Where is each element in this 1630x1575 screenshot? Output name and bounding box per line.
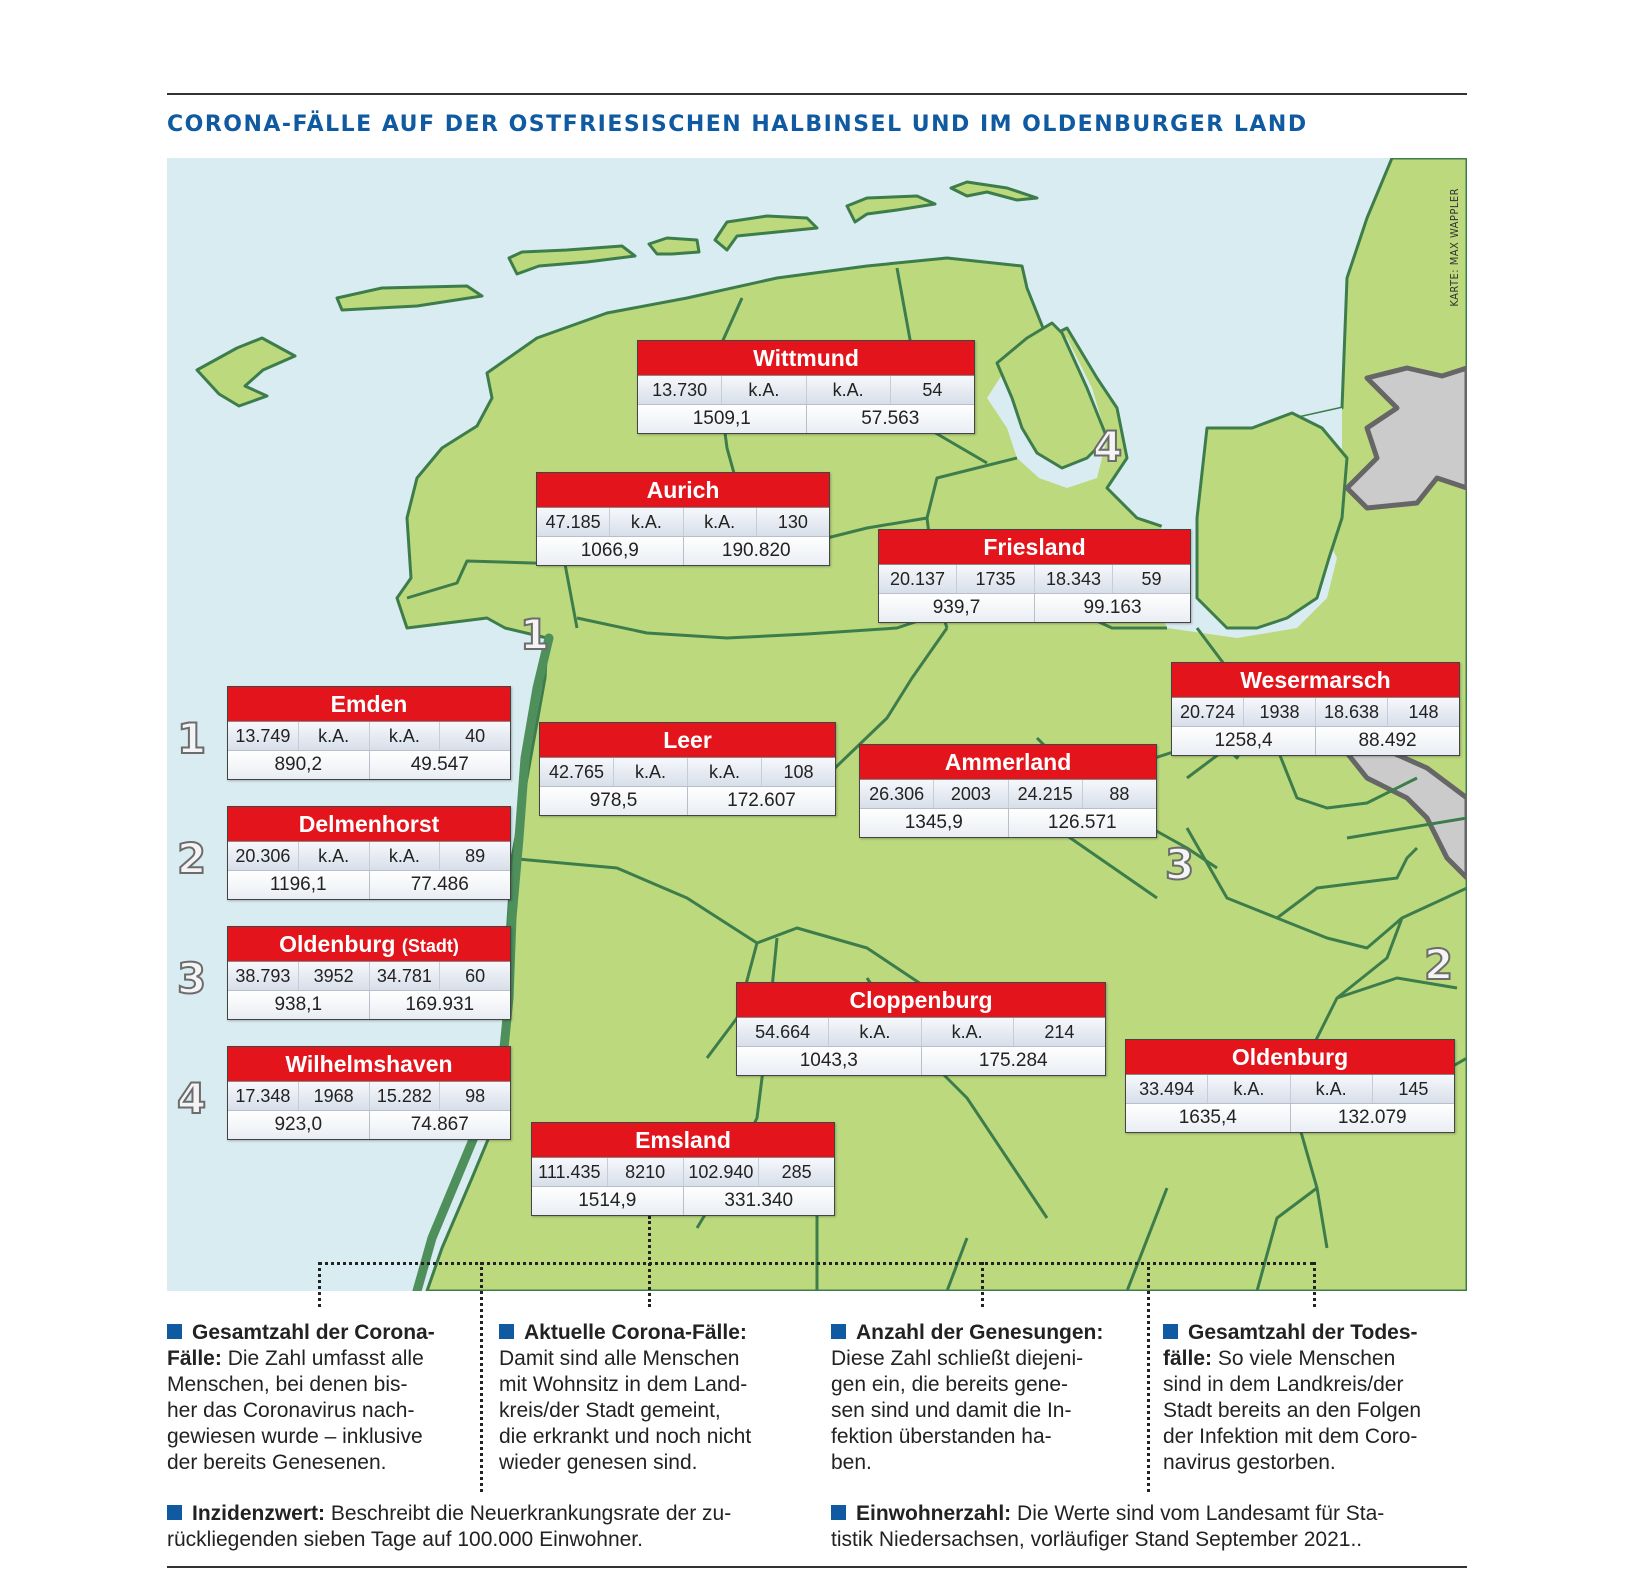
district-name: Aurich <box>537 473 829 507</box>
district-box-cloppenburg <box>736 982 1106 1076</box>
incidence: 938,1 <box>228 991 370 1019</box>
deaths: 88 <box>1109 784 1130 804</box>
page-title: CORONA-FÄLLE AUF DER OSTFRIESISCHEN HALBINSEL UND IM OLDENBURGER LAND <box>167 112 1308 137</box>
district-box-wesermarsch <box>1171 662 1460 756</box>
district-box-delmenhorst <box>227 806 511 900</box>
population: 169.931 <box>405 994 475 1015</box>
population: 88.492 <box>1358 730 1417 751</box>
bullet-square-icon <box>831 1324 846 1339</box>
connector-deaths <box>1313 1262 1316 1307</box>
city-number-3: 3 <box>177 954 207 1003</box>
island-spiekeroog <box>847 196 935 222</box>
district-name: Oldenburg (Stadt) <box>228 927 510 961</box>
map-marker-2: 2 <box>1424 940 1454 989</box>
deaths: 89 <box>465 846 486 866</box>
incidence: 1509,1 <box>638 405 807 433</box>
total-cases: 26.306 <box>860 780 934 808</box>
total-cases: 38.793 <box>228 962 299 990</box>
district-name: Cloppenburg <box>737 983 1105 1017</box>
recovered: 18.343 <box>1035 565 1113 593</box>
deaths: 148 <box>1408 702 1439 722</box>
recovered: k.A. <box>684 508 757 536</box>
deaths: 130 <box>777 512 808 532</box>
total-cases: 111.435 <box>532 1158 608 1186</box>
total-cases: 20.137 <box>879 565 957 593</box>
island-juist <box>337 286 482 310</box>
incidence: 978,5 <box>540 787 688 815</box>
deaths: 108 <box>783 762 814 782</box>
total-cases: 20.724 <box>1172 698 1244 726</box>
legend-recovered: Anzahl der Genesungen: Diese Zahl schließt diejeni- gen ein, die bereits gene- sen sind und damit die In- fektion überstanden ha- ben. <box>831 1321 1104 1474</box>
active-cases: 2003 <box>934 780 1008 808</box>
active-cases: k.A. <box>829 1018 921 1046</box>
district-box-wittmund <box>637 340 975 434</box>
deaths: 54 <box>922 380 943 400</box>
deaths: 285 <box>781 1162 812 1182</box>
population: 77.486 <box>410 874 469 895</box>
island-borkum <box>197 338 295 406</box>
deaths: 40 <box>465 726 486 746</box>
divider-col3 <box>1147 1262 1150 1492</box>
incidence: 1635,4 <box>1126 1104 1291 1132</box>
bullet-square-icon <box>499 1324 514 1339</box>
population: 49.547 <box>410 754 469 775</box>
active-cases: 8210 <box>608 1158 684 1186</box>
map-credit: KARTE: MAX WAPPLER <box>1448 188 1461 307</box>
total-cases: 20.306 <box>228 842 299 870</box>
district-name: Emsland <box>532 1123 834 1157</box>
recovered: k.A. <box>807 376 891 404</box>
legend-deaths: Gesamtzahl der Todes- fälle: So viele Menschen sind in dem Landkreis/der Stadt bereits an den Folgen der Infektion mit dem Coro- navirus gestorben. <box>1163 1321 1422 1474</box>
district-name: Emden <box>228 687 510 721</box>
bottom-rule <box>167 1566 1467 1568</box>
incidence: 1066,9 <box>537 537 684 565</box>
legend-total: Gesamtzahl der Corona- Fälle: Die Zahl umfasst alle Menschen, bei denen bis- her das Coronavirus nach- gewiesen wurde – inklusive der bereits Genesenen. <box>167 1321 435 1474</box>
active-cases: 3952 <box>299 962 370 990</box>
population: 126.571 <box>1047 812 1117 833</box>
population: 99.163 <box>1083 597 1142 618</box>
population: 57.563 <box>861 408 920 429</box>
map-marker-3: 3 <box>1165 840 1195 889</box>
active-cases: k.A. <box>722 376 806 404</box>
total-cases: 42.765 <box>540 758 614 786</box>
district-box-emden <box>227 686 511 780</box>
population: 175.284 <box>978 1050 1048 1071</box>
island-wangerooge <box>951 182 1037 200</box>
total-cases: 17.348 <box>228 1082 299 1110</box>
district-name: Oldenburg <box>1126 1040 1454 1074</box>
district-box-ammerland <box>859 744 1157 838</box>
recovered: 15.282 <box>370 1082 441 1110</box>
incidence: 890,2 <box>228 751 370 779</box>
connector-total <box>318 1262 321 1307</box>
recovered: k.A. <box>1291 1075 1373 1103</box>
active-cases: k.A. <box>299 722 370 750</box>
district-name: Wilhelmshaven <box>228 1047 510 1081</box>
bullet-square-icon <box>167 1324 182 1339</box>
recovered: k.A. <box>370 842 441 870</box>
district-name: Wittmund <box>638 341 974 375</box>
total-cases: 54.664 <box>737 1018 829 1046</box>
population: 74.867 <box>410 1114 469 1135</box>
recovered: k.A. <box>370 722 441 750</box>
district-box-emsland <box>531 1122 835 1216</box>
district-name: Delmenhorst <box>228 807 510 841</box>
district-box-leer <box>539 722 836 816</box>
island-baltrum <box>649 238 699 254</box>
incidence: 1043,3 <box>737 1047 922 1075</box>
recovered: 18.638 <box>1316 698 1388 726</box>
map-marker-1: 1 <box>520 610 550 659</box>
total-cases: 47.185 <box>537 508 610 536</box>
active-cases: k.A. <box>614 758 688 786</box>
district-name: Leer <box>540 723 835 757</box>
population: 172.607 <box>727 790 796 811</box>
incidence: 1514,9 <box>532 1187 684 1215</box>
bullet-square-icon <box>167 1505 182 1520</box>
legend-population: Einwohnerzahl: Die Werte sind vom Landesamt für Sta- tistik Niedersachsen, vorläufiger Stand September 2021.. <box>831 1502 1385 1551</box>
total-cases: 13.749 <box>228 722 299 750</box>
city-number-4: 4 <box>177 1074 207 1123</box>
divider-col1 <box>480 1262 483 1492</box>
district-box-wilhelmshaven <box>227 1046 511 1140</box>
total-cases: 13.730 <box>638 376 722 404</box>
incidence: 1196,1 <box>228 871 370 899</box>
bullet-square-icon <box>1163 1324 1178 1339</box>
map-marker-4: 4 <box>1093 422 1123 471</box>
incidence: 1345,9 <box>860 809 1009 837</box>
district-name: Ammerland <box>860 745 1156 779</box>
recovered: 102.940 <box>684 1158 760 1186</box>
active-cases: 1735 <box>957 565 1035 593</box>
incidence: 923,0 <box>228 1111 370 1139</box>
deaths: 145 <box>1398 1079 1429 1099</box>
bullet-square-icon <box>831 1505 846 1520</box>
district-box-oldenburg <box>1125 1039 1455 1133</box>
population: 132.079 <box>1337 1107 1407 1128</box>
district-box-friesland <box>878 529 1191 623</box>
connector-active <box>648 1216 651 1307</box>
recovered: k.A. <box>688 758 762 786</box>
incidence: 1258,4 <box>1172 727 1316 755</box>
district-box-oldenburg-stadt <box>227 926 511 1020</box>
total-cases: 33.494 <box>1126 1075 1208 1103</box>
connector-recovered <box>981 1262 984 1307</box>
deaths: 98 <box>465 1086 486 1106</box>
active-cases: 1938 <box>1244 698 1316 726</box>
city-number-2: 2 <box>177 834 207 883</box>
legend-incidence: Inzidenzwert: Beschreibt die Neuerkrankungsrate der zu- rückliegenden sieben Tage auf 100.000 Einwohner. <box>167 1502 732 1551</box>
deaths: 60 <box>465 966 486 986</box>
island-langeoog <box>715 216 817 250</box>
active-cases: k.A. <box>610 508 683 536</box>
district-name: Friesland <box>879 530 1190 564</box>
active-cases: 1968 <box>299 1082 370 1110</box>
connector-horizontal <box>318 1262 1314 1265</box>
population: 331.340 <box>724 1190 794 1211</box>
deaths: 59 <box>1141 569 1162 589</box>
district-name: Wesermarsch <box>1172 663 1459 697</box>
top-rule <box>167 93 1467 95</box>
recovered: 24.215 <box>1009 780 1083 808</box>
population: 190.820 <box>721 540 791 561</box>
city-number-1: 1 <box>177 714 207 763</box>
island-norderney <box>509 246 635 274</box>
recovered: k.A. <box>922 1018 1014 1046</box>
deaths: 214 <box>1044 1022 1075 1042</box>
district-suffix: (Stadt) <box>401 936 459 956</box>
incidence: 939,7 <box>879 594 1035 622</box>
active-cases: k.A. <box>299 842 370 870</box>
district-box-aurich <box>536 472 830 566</box>
recovered: 34.781 <box>370 962 441 990</box>
active-cases: k.A. <box>1208 1075 1290 1103</box>
legend-active: Aktuelle Corona-Fälle: Damit sind alle Menschen mit Wohnsitz in dem Land- kreis/der Stadt gemeint, die erkrankt und noch nicht wieder genesen sind. <box>499 1321 752 1474</box>
